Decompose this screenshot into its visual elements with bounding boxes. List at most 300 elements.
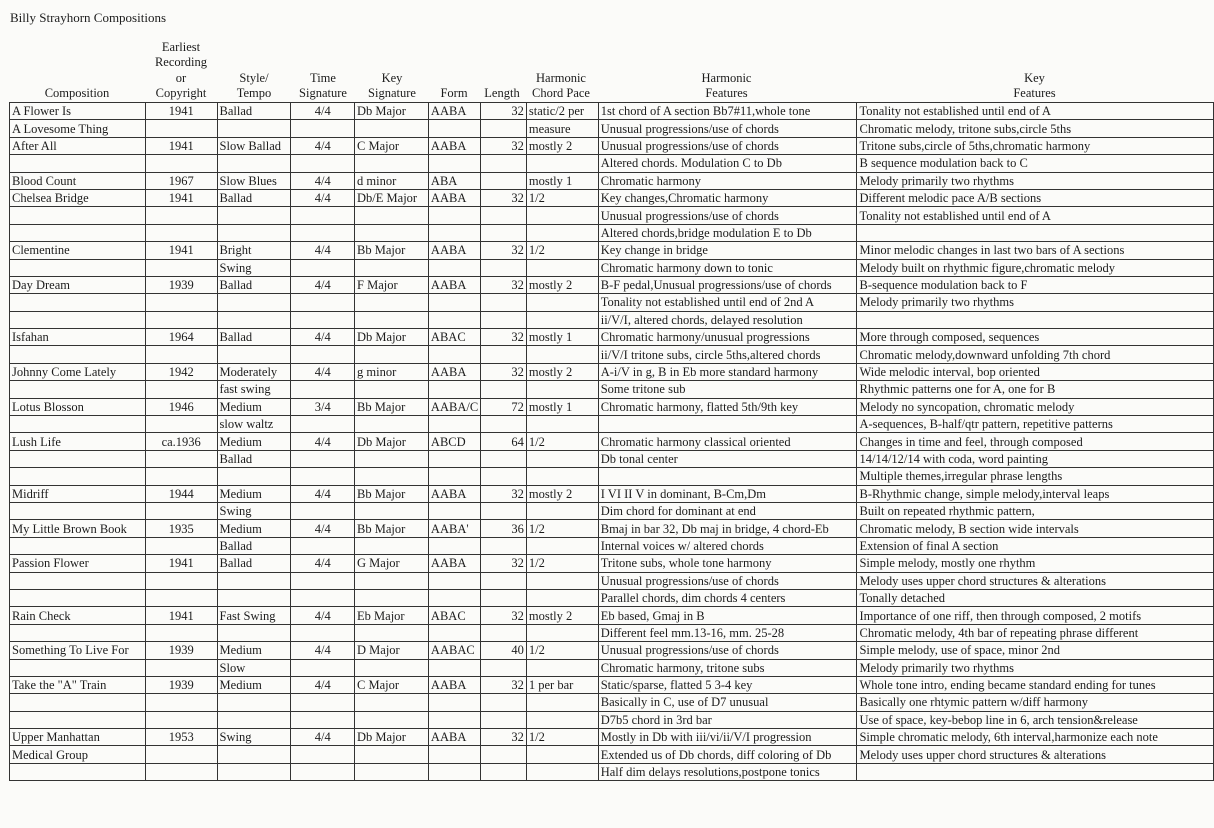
- cell-style-tempo: Ballad: [217, 103, 291, 120]
- table-row: [10, 311, 1214, 328]
- cell-time-signature: [291, 259, 355, 276]
- cell-style-tempo: Ballad: [217, 276, 291, 293]
- cell-harmonic-chord-pace: mostly 2: [526, 137, 598, 154]
- cell-form: AABA/C: [428, 398, 480, 415]
- cell-key-signature: F Major: [355, 276, 429, 293]
- cell-composition: Passion Flower: [10, 555, 146, 572]
- cell-year: 1941: [145, 607, 217, 624]
- cell-key-signature: [355, 502, 429, 519]
- cell-harmonic-chord-pace: 1/2: [526, 729, 598, 746]
- cell-key-signature: [355, 694, 429, 711]
- cell-style-tempo: Medium: [217, 398, 291, 415]
- header-line: Signature: [368, 86, 416, 101]
- cell-key-features: Chromatic melody, tritone subs,circle 5ths: [857, 120, 1214, 137]
- cell-year: [145, 259, 217, 276]
- cell-harmonic-chord-pace: [526, 346, 598, 363]
- header-line: Signature: [299, 86, 347, 101]
- cell-form: ABCD: [428, 433, 480, 450]
- cell-key-features: Tritone subs,circle of 5ths,chromatic harmony: [857, 137, 1214, 154]
- cell-form: AABA: [428, 189, 480, 206]
- cell-time-signature: 4/4: [291, 172, 355, 189]
- cell-key-features: Melody no syncopation, chromatic melody: [857, 398, 1214, 415]
- table-row: [10, 572, 1214, 589]
- cell-composition: [10, 659, 146, 676]
- cell-key-signature: [355, 468, 429, 485]
- cell-time-signature: [291, 311, 355, 328]
- cell-time-signature: [291, 381, 355, 398]
- cell-length: 32: [481, 189, 527, 206]
- header-line: Time: [310, 70, 336, 85]
- cell-length: [481, 746, 527, 763]
- cell-key-features: Tonality not established until end of A: [857, 207, 1214, 224]
- cell-style-tempo: [217, 294, 291, 311]
- cell-length: 32: [481, 676, 527, 693]
- cell-harmonic-features: Chromatic harmony/unusual progressions: [598, 329, 857, 346]
- cell-key-features: B-sequence modulation back to F: [857, 276, 1214, 293]
- table-row: [10, 485, 1214, 502]
- cell-harmonic-chord-pace: [526, 450, 598, 467]
- cell-form: [428, 450, 480, 467]
- cell-composition: [10, 537, 146, 554]
- table-row: [10, 137, 1214, 154]
- cell-form: AABA': [428, 520, 480, 537]
- table-row: [10, 120, 1214, 137]
- cell-length: 32: [481, 363, 527, 380]
- cell-harmonic-chord-pace: [526, 381, 598, 398]
- cell-harmonic-features: Key changes,Chromatic harmony: [598, 189, 857, 206]
- cell-year: [145, 694, 217, 711]
- cell-harmonic-features: Chromatic harmony: [598, 172, 857, 189]
- cell-harmonic-features: Unusual progressions/use of chords: [598, 137, 857, 154]
- cell-form: [428, 155, 480, 172]
- cell-harmonic-features: I VI II V in dominant, B-Cm,Dm: [598, 485, 857, 502]
- cell-composition: [10, 468, 146, 485]
- cell-year: [145, 450, 217, 467]
- cell-harmonic-features: 1st chord of A section Bb7#11,whole tone: [598, 103, 857, 120]
- cell-year: [145, 711, 217, 728]
- cell-length: 40: [481, 642, 527, 659]
- cell-form: AABAC: [428, 642, 480, 659]
- table-row: [10, 155, 1214, 172]
- cell-composition: Take the "A" Train: [10, 676, 146, 693]
- cell-key-signature: [355, 155, 429, 172]
- cell-composition: My Little Brown Book: [10, 520, 146, 537]
- cell-style-tempo: Slow Blues: [217, 172, 291, 189]
- cell-style-tempo: fast swing: [217, 381, 291, 398]
- cell-style-tempo: [217, 746, 291, 763]
- cell-harmonic-chord-pace: mostly 1: [526, 398, 598, 415]
- compositions-table: [9, 102, 1214, 781]
- cell-harmonic-features: Altered chords. Modulation C to Db: [598, 155, 857, 172]
- cell-year: [145, 746, 217, 763]
- cell-style-tempo: Swing: [217, 729, 291, 746]
- cell-length: 32: [481, 485, 527, 502]
- cell-time-signature: 4/4: [291, 555, 355, 572]
- cell-length: [481, 207, 527, 224]
- cell-key-features: A-sequences, B-half/qtr pattern, repetitive patterns: [857, 416, 1214, 433]
- cell-harmonic-features: [598, 416, 857, 433]
- cell-time-signature: [291, 155, 355, 172]
- cell-length: [481, 120, 527, 137]
- cell-time-signature: [291, 589, 355, 606]
- cell-composition: [10, 311, 146, 328]
- cell-style-tempo: Fast Swing: [217, 607, 291, 624]
- cell-key-features: Minor melodic changes in last two bars of A sections: [857, 242, 1214, 259]
- cell-key-signature: C Major: [355, 676, 429, 693]
- cell-time-signature: 4/4: [291, 676, 355, 693]
- cell-harmonic-chord-pace: mostly 1: [526, 172, 598, 189]
- cell-time-signature: [291, 502, 355, 519]
- cell-time-signature: 4/4: [291, 433, 355, 450]
- cell-year: [145, 659, 217, 676]
- cell-harmonic-chord-pace: [526, 746, 598, 763]
- table-row: [10, 502, 1214, 519]
- cell-year: 1964: [145, 329, 217, 346]
- cell-key-signature: [355, 416, 429, 433]
- cell-length: 32: [481, 276, 527, 293]
- cell-form: AABA: [428, 555, 480, 572]
- cell-style-tempo: [217, 346, 291, 363]
- cell-year: 1939: [145, 676, 217, 693]
- cell-time-signature: [291, 763, 355, 780]
- cell-harmonic-chord-pace: 1/2: [526, 555, 598, 572]
- cell-time-signature: 3/4: [291, 398, 355, 415]
- cell-key-signature: [355, 224, 429, 241]
- cell-time-signature: 4/4: [291, 242, 355, 259]
- cell-form: [428, 346, 480, 363]
- cell-harmonic-features: Internal voices w/ altered chords: [598, 537, 857, 554]
- cell-form: [428, 537, 480, 554]
- table-row: [10, 242, 1214, 259]
- cell-style-tempo: Ballad: [217, 329, 291, 346]
- cell-style-tempo: Ballad: [217, 189, 291, 206]
- cell-length: [481, 572, 527, 589]
- cell-composition: Blood Count: [10, 172, 146, 189]
- cell-year: 1941: [145, 103, 217, 120]
- cell-key-features: [857, 224, 1214, 241]
- cell-key-features: Tonality not established until end of A: [857, 103, 1214, 120]
- cell-year: [145, 224, 217, 241]
- cell-harmonic-chord-pace: [526, 659, 598, 676]
- cell-composition: Upper Manhattan: [10, 729, 146, 746]
- cell-harmonic-chord-pace: 1/2: [526, 189, 598, 206]
- cell-length: 72: [481, 398, 527, 415]
- cell-form: [428, 207, 480, 224]
- cell-length: 36: [481, 520, 527, 537]
- header-line: Chord Pace: [532, 86, 590, 101]
- header-line: or: [175, 70, 187, 85]
- table-row: [10, 607, 1214, 624]
- cell-time-signature: [291, 468, 355, 485]
- cell-form: [428, 224, 480, 241]
- cell-key-features: Use of space, key-bebop line in 6, arch tension&release: [857, 711, 1214, 728]
- cell-style-tempo: [217, 311, 291, 328]
- cell-time-signature: 4/4: [291, 329, 355, 346]
- cell-length: [481, 589, 527, 606]
- cell-style-tempo: [217, 207, 291, 224]
- cell-harmonic-chord-pace: [526, 624, 598, 641]
- cell-style-tempo: [217, 711, 291, 728]
- table-row: [10, 398, 1214, 415]
- table-row: [10, 711, 1214, 728]
- cell-key-features: Melody built on rhythmic figure,chromatic melody: [857, 259, 1214, 276]
- header-harmonic-features: [597, 32, 856, 102]
- table-row: [10, 555, 1214, 572]
- cell-time-signature: [291, 416, 355, 433]
- cell-year: 1967: [145, 172, 217, 189]
- cell-year: 1941: [145, 242, 217, 259]
- cell-harmonic-chord-pace: 1/2: [526, 242, 598, 259]
- cell-form: [428, 294, 480, 311]
- cell-style-tempo: Ballad: [217, 537, 291, 554]
- cell-composition: [10, 711, 146, 728]
- cell-style-tempo: [217, 572, 291, 589]
- cell-key-features: Melody primarily two rhythms: [857, 659, 1214, 676]
- cell-key-features: Rhythmic patterns one for A, one for B: [857, 381, 1214, 398]
- cell-key-signature: Db Major: [355, 729, 429, 746]
- cell-harmonic-chord-pace: [526, 763, 598, 780]
- cell-harmonic-chord-pace: [526, 207, 598, 224]
- cell-form: [428, 624, 480, 641]
- cell-harmonic-chord-pace: [526, 224, 598, 241]
- cell-style-tempo: Ballad: [217, 555, 291, 572]
- cell-style-tempo: [217, 224, 291, 241]
- table-row: [10, 294, 1214, 311]
- cell-key-signature: [355, 450, 429, 467]
- cell-key-features: Melody primarily two rhythms: [857, 294, 1214, 311]
- cell-harmonic-features: Different feel mm.13-16, mm. 25-28: [598, 624, 857, 641]
- cell-form: AABA: [428, 485, 480, 502]
- cell-key-signature: [355, 207, 429, 224]
- cell-harmonic-chord-pace: [526, 416, 598, 433]
- cell-time-signature: 4/4: [291, 729, 355, 746]
- cell-key-features: Basically one rhtymic pattern w/diff harmony: [857, 694, 1214, 711]
- cell-length: [481, 624, 527, 641]
- cell-composition: After All: [10, 137, 146, 154]
- cell-style-tempo: Swing: [217, 259, 291, 276]
- cell-harmonic-features: Unusual progressions/use of chords: [598, 120, 857, 137]
- table-row: [10, 259, 1214, 276]
- cell-harmonic-features: Some tritone sub: [598, 381, 857, 398]
- header-harmonic-chord-pace: [525, 32, 597, 102]
- cell-length: [481, 259, 527, 276]
- cell-composition: [10, 294, 146, 311]
- header-line: Key: [1024, 70, 1045, 85]
- page-title: Billy Strayhorn Compositions: [10, 10, 167, 25]
- cell-length: 64: [481, 433, 527, 450]
- cell-harmonic-features: Key change in bridge: [598, 242, 857, 259]
- cell-harmonic-chord-pace: static/2 per: [526, 103, 598, 120]
- cell-key-features: Chromatic melody, B section wide intervals: [857, 520, 1214, 537]
- cell-harmonic-features: Eb based, Gmaj in B: [598, 607, 857, 624]
- cell-key-features: 14/14/12/14 with coda, word painting: [857, 450, 1214, 467]
- cell-key-signature: [355, 763, 429, 780]
- cell-harmonic-features: Extended us of Db chords, diff coloring of Db: [598, 746, 857, 763]
- cell-harmonic-chord-pace: 1 per bar: [526, 676, 598, 693]
- cell-form: AABA: [428, 676, 480, 693]
- cell-length: 32: [481, 329, 527, 346]
- cell-key-signature: [355, 537, 429, 554]
- cell-harmonic-features: B-F pedal,Unusual progressions/use of chords: [598, 276, 857, 293]
- header-line: Harmonic: [701, 70, 752, 85]
- header-line: Earliest: [161, 39, 201, 54]
- header-line: Form: [440, 86, 468, 101]
- table-row: [10, 746, 1214, 763]
- cell-form: [428, 468, 480, 485]
- cell-style-tempo: Medium: [217, 676, 291, 693]
- cell-length: 32: [481, 555, 527, 572]
- cell-year: [145, 416, 217, 433]
- cell-time-signature: [291, 294, 355, 311]
- cell-key-features: [857, 311, 1214, 328]
- table-row: [10, 433, 1214, 450]
- cell-harmonic-features: Parallel chords, dim chords 4 centers: [598, 589, 857, 606]
- cell-form: [428, 746, 480, 763]
- cell-style-tempo: Slow Ballad: [217, 137, 291, 154]
- cell-style-tempo: [217, 155, 291, 172]
- cell-harmonic-features: D7b5 chord in 3rd bar: [598, 711, 857, 728]
- header-style-tempo: [217, 32, 291, 102]
- cell-year: 1941: [145, 137, 217, 154]
- cell-time-signature: 4/4: [291, 137, 355, 154]
- cell-harmonic-features: Half dim delays resolutions,postpone tonics: [598, 763, 857, 780]
- cell-composition: Something To Live For: [10, 642, 146, 659]
- cell-year: [145, 381, 217, 398]
- cell-key-features: Changes in time and feel, through composed: [857, 433, 1214, 450]
- cell-key-features: Simple melody, use of space, minor 2nd: [857, 642, 1214, 659]
- table-row: [10, 520, 1214, 537]
- header-line: Features: [705, 86, 748, 101]
- cell-composition: [10, 259, 146, 276]
- cell-form: ABAC: [428, 607, 480, 624]
- cell-style-tempo: [217, 468, 291, 485]
- cell-composition: Lush Life: [10, 433, 146, 450]
- cell-harmonic-chord-pace: [526, 294, 598, 311]
- cell-length: [481, 468, 527, 485]
- cell-key-signature: Bb Major: [355, 398, 429, 415]
- cell-year: 1939: [145, 276, 217, 293]
- cell-time-signature: 4/4: [291, 607, 355, 624]
- cell-key-signature: [355, 120, 429, 137]
- header-year: [145, 32, 217, 102]
- cell-composition: Rain Check: [10, 607, 146, 624]
- cell-harmonic-chord-pace: mostly 2: [526, 607, 598, 624]
- table-row: [10, 346, 1214, 363]
- cell-harmonic-features: ii/V/I, altered chords, delayed resolution: [598, 311, 857, 328]
- cell-form: [428, 120, 480, 137]
- header-form: [429, 32, 479, 102]
- cell-length: [481, 763, 527, 780]
- header-line: Tempo: [236, 86, 272, 101]
- cell-style-tempo: Slow: [217, 659, 291, 676]
- table-row: [10, 624, 1214, 641]
- cell-time-signature: [291, 746, 355, 763]
- cell-key-signature: g minor: [355, 363, 429, 380]
- cell-time-signature: [291, 450, 355, 467]
- cell-harmonic-chord-pace: [526, 537, 598, 554]
- table-row: [10, 763, 1214, 780]
- cell-key-features: [857, 763, 1214, 780]
- cell-form: AABA: [428, 363, 480, 380]
- table-row: [10, 381, 1214, 398]
- cell-style-tempo: Ballad: [217, 450, 291, 467]
- cell-key-signature: [355, 381, 429, 398]
- cell-year: [145, 346, 217, 363]
- cell-form: [428, 659, 480, 676]
- cell-harmonic-features: Chromatic harmony, tritone subs: [598, 659, 857, 676]
- cell-harmonic-features: Unusual progressions/use of chords: [598, 572, 857, 589]
- cell-key-signature: [355, 746, 429, 763]
- cell-length: [481, 711, 527, 728]
- cell-length: [481, 311, 527, 328]
- table-row: [10, 450, 1214, 467]
- cell-composition: [10, 763, 146, 780]
- table-row: [10, 694, 1214, 711]
- cell-length: [481, 416, 527, 433]
- cell-form: [428, 416, 480, 433]
- cell-year: [145, 502, 217, 519]
- cell-key-features: Whole tone intro, ending became standard ending for tunes: [857, 676, 1214, 693]
- cell-time-signature: [291, 207, 355, 224]
- cell-key-signature: Bb Major: [355, 485, 429, 502]
- cell-time-signature: [291, 694, 355, 711]
- cell-key-features: Simple melody, mostly one rhythm: [857, 555, 1214, 572]
- cell-year: 1944: [145, 485, 217, 502]
- cell-length: [481, 294, 527, 311]
- cell-harmonic-features: Dim chord for dominant at end: [598, 502, 857, 519]
- cell-key-features: Different melodic pace A/B sections: [857, 189, 1214, 206]
- cell-time-signature: [291, 572, 355, 589]
- cell-composition: [10, 624, 146, 641]
- cell-form: ABA: [428, 172, 480, 189]
- cell-harmonic-features: Altered chords,bridge modulation E to Db: [598, 224, 857, 241]
- cell-harmonic-chord-pace: 1/2: [526, 520, 598, 537]
- cell-length: [481, 224, 527, 241]
- cell-harmonic-chord-pace: mostly 2: [526, 485, 598, 502]
- cell-form: [428, 311, 480, 328]
- cell-key-features: B-Rhythmic change, simple melody,interval leaps: [857, 485, 1214, 502]
- cell-composition: [10, 572, 146, 589]
- header-line: Key: [381, 70, 403, 85]
- cell-time-signature: [291, 224, 355, 241]
- cell-composition: Lotus Blosson: [10, 398, 146, 415]
- cell-composition: Chelsea Bridge: [10, 189, 146, 206]
- cell-form: AABA: [428, 729, 480, 746]
- cell-key-features: Tonally detached: [857, 589, 1214, 606]
- cell-key-signature: [355, 624, 429, 641]
- cell-composition: Medical Group: [10, 746, 146, 763]
- table-row: [10, 224, 1214, 241]
- cell-length: [481, 450, 527, 467]
- cell-time-signature: 4/4: [291, 363, 355, 380]
- cell-key-features: Chromatic melody, 4th bar of repeating phrase different: [857, 624, 1214, 641]
- table-row: [10, 276, 1214, 293]
- cell-key-signature: [355, 659, 429, 676]
- cell-form: [428, 259, 480, 276]
- cell-style-tempo: [217, 624, 291, 641]
- cell-composition: Midriff: [10, 485, 146, 502]
- cell-style-tempo: Medium: [217, 520, 291, 537]
- cell-harmonic-chord-pace: [526, 572, 598, 589]
- table-row: [10, 172, 1214, 189]
- cell-form: [428, 572, 480, 589]
- cell-key-features: Melody uses upper chord structures & alterations: [857, 746, 1214, 763]
- cell-composition: [10, 694, 146, 711]
- cell-year: [145, 589, 217, 606]
- cell-key-signature: d minor: [355, 172, 429, 189]
- cell-harmonic-chord-pace: [526, 311, 598, 328]
- cell-harmonic-chord-pace: [526, 589, 598, 606]
